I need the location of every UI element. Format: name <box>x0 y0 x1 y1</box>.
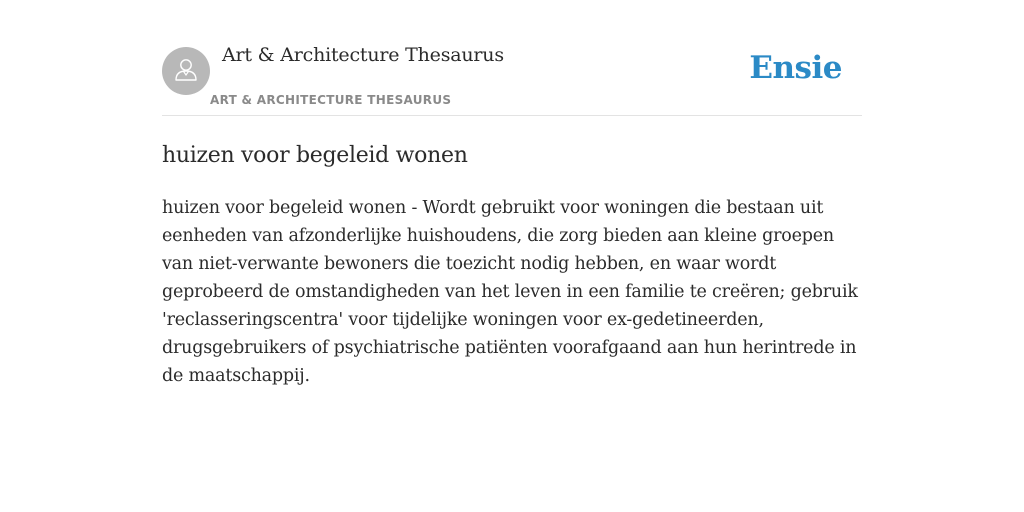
brand-logo[interactable]: Ensie <box>749 50 842 86</box>
content-container <box>162 0 862 390</box>
term-heading: huizen voor begeleid wonen <box>162 143 468 168</box>
source-title-link[interactable]: Art & Architecture Thesaurus <box>222 44 504 66</box>
source-subtitle: ART & ARCHITECTURE THESAURUS <box>210 93 452 107</box>
source-header <box>162 0 862 116</box>
definition-text: huizen voor begeleid wonen - Wordt gebruikt voor woningen die bestaan uit eenheden van afzonderlijke huishoudens, die zorg bieden aan kleine groepen van niet-verwante bewoners die toezicht nodig hebben, en waar wordt geprobeerd de omstandigheden van het leven in een familie te creëren; gebruik 'reclasseringscentra' voor tijdelijke woningen voor ex-gedetineerden, drugsgebruikers of psychiatrische patiënten voorafgaand aan hun herintrede in de maatschappij. <box>162 198 858 386</box>
user-icon <box>171 54 201 89</box>
avatar[interactable] <box>162 47 210 95</box>
